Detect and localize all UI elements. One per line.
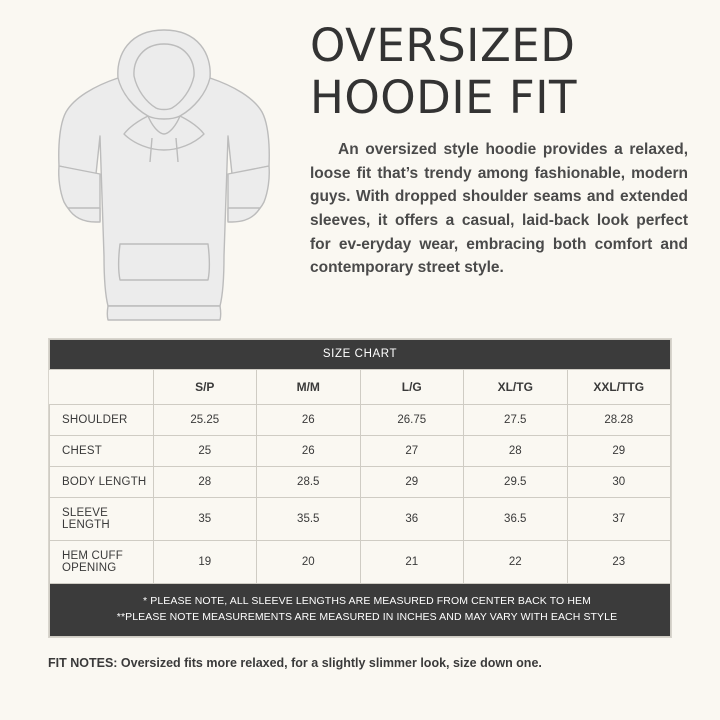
cell-body-length-s: 28 [153, 467, 257, 498]
size-chart-banner-row [50, 340, 671, 370]
column-header-xxl: XXL/TTG [567, 370, 671, 405]
cell-body-length-xxl: 30 [567, 467, 671, 498]
header-copy [298, 10, 692, 280]
table-row [50, 405, 671, 436]
page-title [310, 20, 692, 124]
size-chart-notes [50, 584, 671, 637]
column-header-s: S/P [153, 370, 257, 405]
note-line-1: * PLEASE NOTE, ALL SLEEVE LENGTHS ARE MEASURED FROM CENTER BACK TO HEM [143, 595, 591, 607]
cell-body-length-l: 29 [360, 467, 464, 498]
cell-chest-l: 27 [360, 436, 464, 467]
hoodie-illustration [48, 16, 278, 326]
column-header-l: L/G [360, 370, 464, 405]
cell-body-length-m: 28.5 [257, 467, 361, 498]
cell-shoulder-l: 26.75 [360, 405, 464, 436]
cell-hem-cuff-l: 21 [360, 541, 464, 584]
row-label-shoulder: SHOULDER [50, 405, 154, 436]
cell-hem-cuff-s: 19 [153, 541, 257, 584]
cell-body-length-xl: 29.5 [464, 467, 568, 498]
size-chart-table [49, 339, 671, 637]
size-chart-notes-row [50, 584, 671, 637]
description-text: An oversized style hoodie provides a relaxed, loose fit that’s trendy among fashionable, modern guys. With dropped shoulder seams and extended sleeves, it offers a casual, laid-back look perfect for ev-eryday wear, embracing both comfort and contemporary street style. [310, 141, 688, 277]
cell-chest-xxl: 29 [567, 436, 671, 467]
table-row [50, 467, 671, 498]
fit-notes: FIT NOTES: Oversized fits more relaxed, for a slightly slimmer look, size down one. [48, 655, 542, 670]
cell-chest-s: 25 [153, 436, 257, 467]
column-header-xl: XL/TG [464, 370, 568, 405]
size-chart [48, 338, 672, 638]
cell-shoulder-xl: 27.5 [464, 405, 568, 436]
note-line-2: **PLEASE NOTE MEASUREMENTS ARE MEASURED IN INCHES AND MAY VARY WITH EACH STYLE [116, 611, 618, 624]
cell-hem-cuff-xl: 22 [464, 541, 568, 584]
cell-sleeve-length-xl: 36.5 [464, 498, 568, 541]
cell-chest-m: 26 [257, 436, 361, 467]
cell-shoulder-s: 25.25 [153, 405, 257, 436]
row-label-hem-cuff-opening: HEM CUFF OPENING [50, 541, 154, 584]
header-section [0, 0, 720, 330]
cell-sleeve-length-s: 35 [153, 498, 257, 541]
row-label-sleeve-length: SLEEVE LENGTH [50, 498, 154, 541]
size-chart-banner: SIZE CHART [50, 340, 671, 370]
row-label-body-length: BODY LENGTH [50, 467, 154, 498]
size-chart-header-row [50, 370, 671, 405]
table-row [50, 436, 671, 467]
cell-sleeve-length-xxl: 37 [567, 498, 671, 541]
column-header-blank [50, 370, 154, 405]
cell-shoulder-m: 26 [257, 405, 361, 436]
cell-hem-cuff-xxl: 23 [567, 541, 671, 584]
cell-sleeve-length-m: 35.5 [257, 498, 361, 541]
cell-chest-xl: 28 [464, 436, 568, 467]
row-label-chest: CHEST [50, 436, 154, 467]
column-header-m: M/M [257, 370, 361, 405]
cell-hem-cuff-m: 20 [257, 541, 361, 584]
page-title-line1: OVERSIZED [310, 19, 576, 72]
table-row [50, 541, 671, 584]
cell-shoulder-xxl: 28.28 [567, 405, 671, 436]
cell-sleeve-length-l: 36 [360, 498, 464, 541]
hoodie-illustration-container [28, 10, 298, 330]
page-title-line2: HOODIE FIT [310, 71, 577, 125]
table-row [50, 498, 671, 541]
